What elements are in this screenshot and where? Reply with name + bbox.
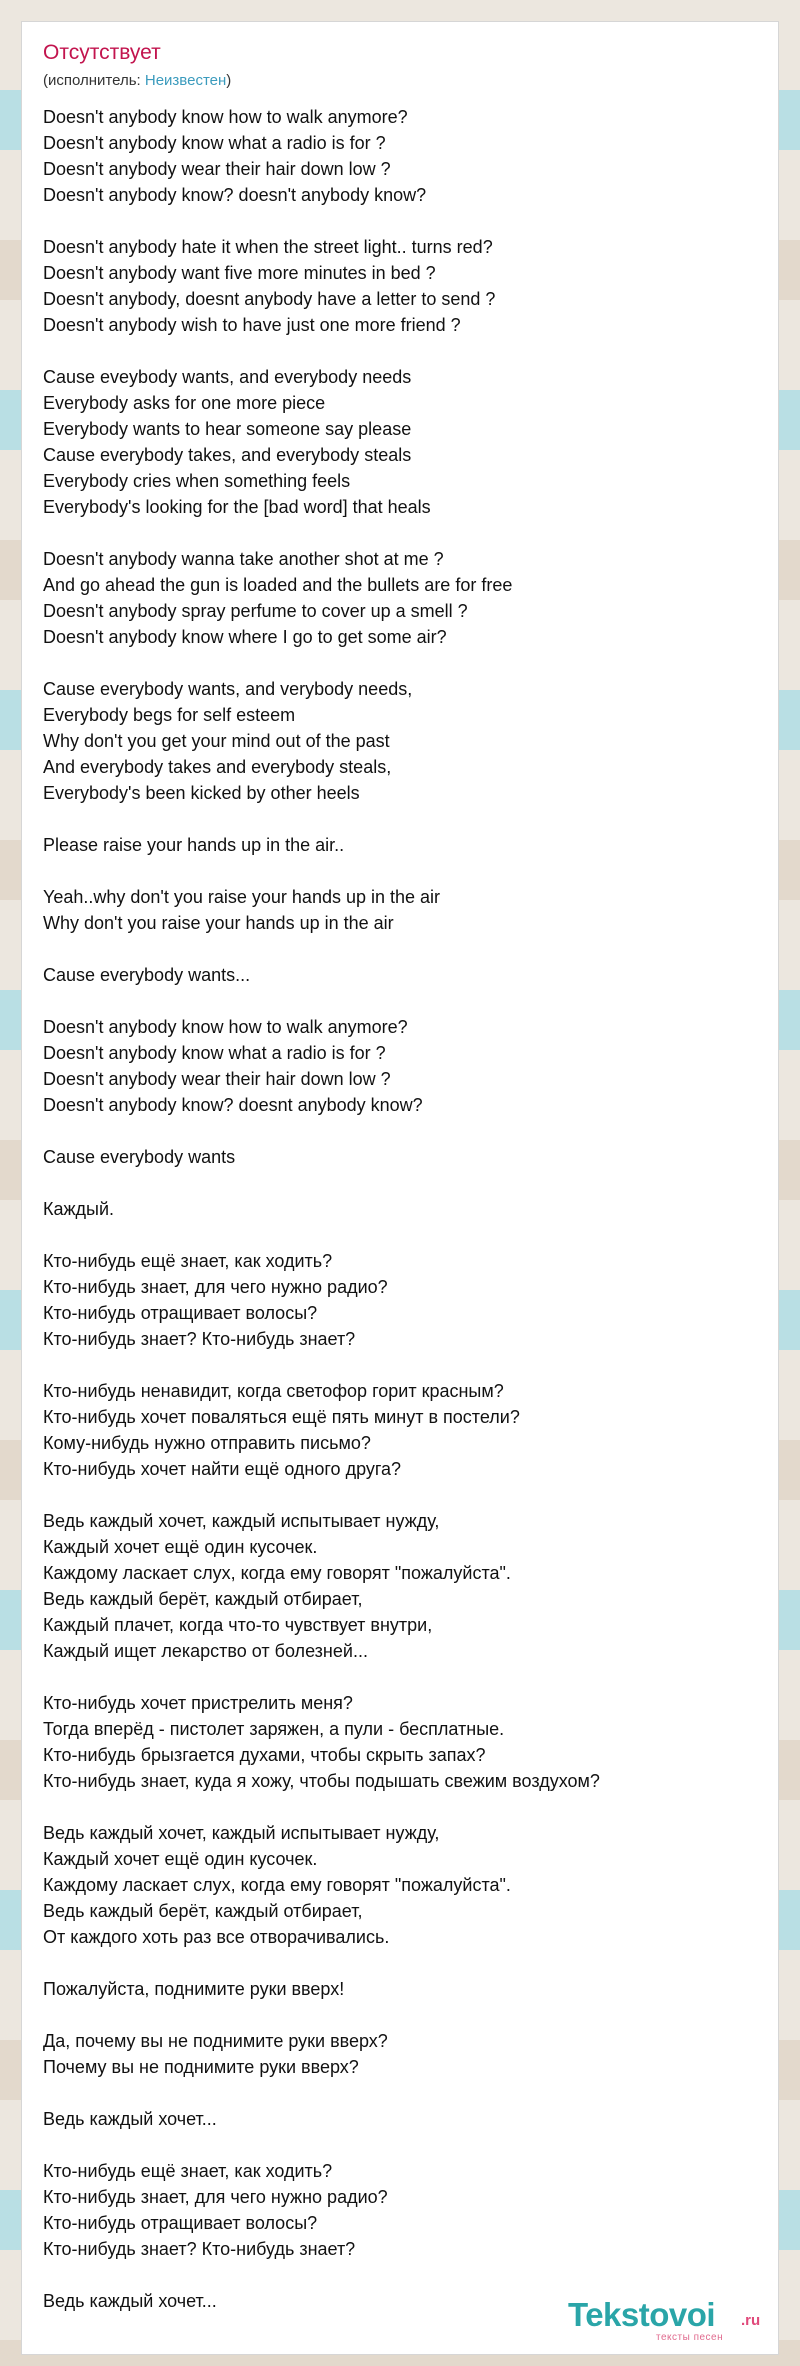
lyric-line: Кто-нибудь хочет пристрелить меня? — [43, 1693, 353, 1713]
lyric-line: Почему вы не поднимите руки вверх? — [43, 2057, 359, 2077]
lyric-line: Да, почему вы не поднимите руки вверх? — [43, 2031, 388, 2051]
lyric-line: Everybody asks for one more piece — [43, 393, 326, 413]
lyric-line: Doesn't anybody wear their hair down low ? — [43, 159, 391, 179]
lyric-line: Doesn't anybody hate it when the street light.. turns red? — [43, 237, 493, 257]
lyric-line: Ведь каждый берёт, каждый отбирает, — [43, 1901, 363, 1921]
lyric-line: Doesn't anybody spray perfume to cover up a smell ? — [43, 601, 468, 621]
lyric-line: Doesn't anybody know how to walk anymore? — [43, 1017, 408, 1037]
song-title: Отсутствует — [43, 41, 161, 64]
lyric-line: Doesn't anybody, doesnt anybody have a letter to send ? — [43, 289, 496, 309]
lyric-line — [43, 1170, 743, 1196]
artist-link[interactable]: Неизвестен — [144, 72, 227, 89]
lyric-line: Кто-нибудь брызгается духами, чтобы скрыть запах? — [43, 1745, 486, 1765]
lyric-line: Doesn't anybody know where I go to get some air? — [43, 627, 447, 647]
lyric-line: Каждый хочет ещё один кусочек. — [43, 1849, 318, 1869]
lyric-line: Кто-нибудь знает? Кто-нибудь знает? — [43, 1329, 356, 1349]
lyric-line: Кто-нибудь ещё знает, как ходить? — [43, 1251, 333, 1271]
lyric-line: Ведь каждый хочет... — [43, 2291, 217, 2311]
lyric-line — [43, 806, 743, 832]
lyric-line: Doesn't anybody know what a radio is for ? — [43, 133, 386, 153]
lyric-line: Everybody begs for self esteem — [43, 705, 296, 725]
lyric-line: Doesn't anybody want five more minutes in bed ? — [43, 263, 436, 283]
lyric-line: Кто-нибудь отращивает волосы? — [43, 1303, 318, 1323]
lyric-line: Каждый плачет, когда что-то чувствует внутри, — [43, 1615, 433, 1635]
lyric-line: Doesn't anybody wanna take another shot at me ? — [43, 549, 444, 569]
lyric-line — [43, 338, 743, 364]
lyric-line: Ведь каждый хочет... — [43, 2109, 217, 2129]
lyric-line: Каждый. — [43, 1199, 115, 1219]
lyric-line: Кому-нибудь нужно отправить письмо? — [43, 1433, 371, 1453]
lyric-line — [43, 1664, 743, 1690]
lyric-line — [43, 650, 743, 676]
artist-prefix: (исполнитель: — [43, 72, 145, 89]
lyric-line: Кто-нибудь хочет найти ещё одного друга? — [43, 1459, 402, 1479]
lyric-line: Doesn't anybody know how to walk anymore? — [43, 107, 408, 127]
lyric-line — [43, 1352, 743, 1378]
lyric-line — [43, 208, 743, 234]
lyric-line — [43, 858, 743, 884]
lyric-line: От каждого хоть раз все отворачивались. — [43, 1927, 390, 1947]
lyric-line: Ведь каждый хочет, каждый испытывает нужду, — [43, 1823, 440, 1843]
lyric-line: Cause everybody wants, and verybody needs, — [43, 679, 413, 699]
lyric-line — [43, 1222, 743, 1248]
lyric-line: Кто-нибудь отращивает волосы? — [43, 2213, 318, 2233]
lyric-line: Cause eveybody wants, and everybody needs — [43, 367, 412, 387]
lyric-line: Каждому ласкает слух, когда ему говорят "пожалуйста". — [43, 1875, 511, 1895]
lyric-line: Ведь каждый берёт, каждый отбирает, — [43, 1589, 363, 1609]
lyric-line: And everybody takes and everybody steals, — [43, 757, 392, 777]
lyric-line: Кто-нибудь знает? Кто-нибудь знает? — [43, 2239, 356, 2259]
lyric-line: Yeah..why don't you raise your hands up in the air — [43, 887, 441, 907]
lyric-line — [43, 2080, 743, 2106]
lyric-line — [43, 2262, 743, 2288]
logo-tagline: тексты песен — [656, 2332, 724, 2343]
lyric-line: Doesn't anybody know what a radio is for ? — [43, 1043, 386, 1063]
lyric-line: Ведь каждый хочет, каждый испытывает нужду, — [43, 1511, 440, 1531]
lyric-line: Doesn't anybody know? doesnt anybody know? — [43, 1095, 423, 1115]
lyric-line: Doesn't anybody know? doesn't anybody know? — [43, 185, 427, 205]
lyric-line — [43, 988, 743, 1014]
site-logo[interactable] — [568, 2296, 768, 2346]
lyric-line: Тогда вперёд - пистолет заряжен, а пули - бесплатные. — [43, 1719, 505, 1739]
lyrics-text — [43, 104, 743, 2314]
lyric-line: Everybody's looking for the [bad word] that heals — [43, 497, 431, 517]
lyric-line: Everybody wants to hear someone say please — [43, 419, 412, 439]
lyric-line: Каждый хочет ещё один кусочек. — [43, 1537, 318, 1557]
lyric-line: Кто-нибудь знает, для чего нужно радио? — [43, 1277, 388, 1297]
lyric-line: Cause everybody takes, and everybody steals — [43, 445, 412, 465]
lyric-line — [43, 1482, 743, 1508]
lyric-line: And go ahead the gun is loaded and the bullets are for free — [43, 575, 513, 595]
lyric-line: Каждому ласкает слух, когда ему говорят "пожалуйста". — [43, 1563, 511, 1583]
lyric-line — [43, 936, 743, 962]
lyric-line: Кто-нибудь знает, куда я хожу, чтобы подышать свежим воздухом? — [43, 1771, 600, 1791]
lyric-line: Why don't you raise your hands up in the air — [43, 913, 394, 933]
lyric-line: Каждый ищет лекарство от болезней... — [43, 1641, 368, 1661]
lyric-line: Everybody's been kicked by other heels — [43, 783, 360, 803]
artist-suffix: ) — [226, 72, 232, 89]
lyric-line: Cause everybody wants... — [43, 965, 251, 985]
lyric-line: Doesn't anybody wear their hair down low ? — [43, 1069, 391, 1089]
lyric-line — [43, 2002, 743, 2028]
lyric-line: Everybody cries when something feels — [43, 471, 351, 491]
lyric-line — [43, 1118, 743, 1144]
logo-name: Tekstovoi — [568, 2296, 716, 2333]
lyric-line — [43, 1794, 743, 1820]
lyric-line — [43, 1950, 743, 1976]
lyric-line: Doesn't anybody wish to have just one more friend ? — [43, 315, 461, 335]
lyric-line: Кто-нибудь хочет поваляться ещё пять минут в постели? — [43, 1407, 520, 1427]
lyric-line: Cause everybody wants — [43, 1147, 236, 1167]
lyric-line: Кто-нибудь знает, для чего нужно радио? — [43, 2187, 388, 2207]
lyric-line: Please raise your hands up in the air.. — [43, 835, 345, 855]
logo-tld: .ru — [741, 2312, 761, 2329]
lyric-line: Кто-нибудь ещё знает, как ходить? — [43, 2161, 333, 2181]
lyric-line: Пожалуйста, поднимите руки вверх! — [43, 1979, 345, 1999]
lyric-line — [43, 2132, 743, 2158]
lyrics-card — [21, 21, 779, 2355]
lyric-line — [43, 520, 743, 546]
lyric-line: Кто-нибудь ненавидит, когда светофор горит красным? — [43, 1381, 504, 1401]
lyric-line: Why don't you get your mind out of the past — [43, 731, 390, 751]
artist-line — [43, 72, 231, 90]
